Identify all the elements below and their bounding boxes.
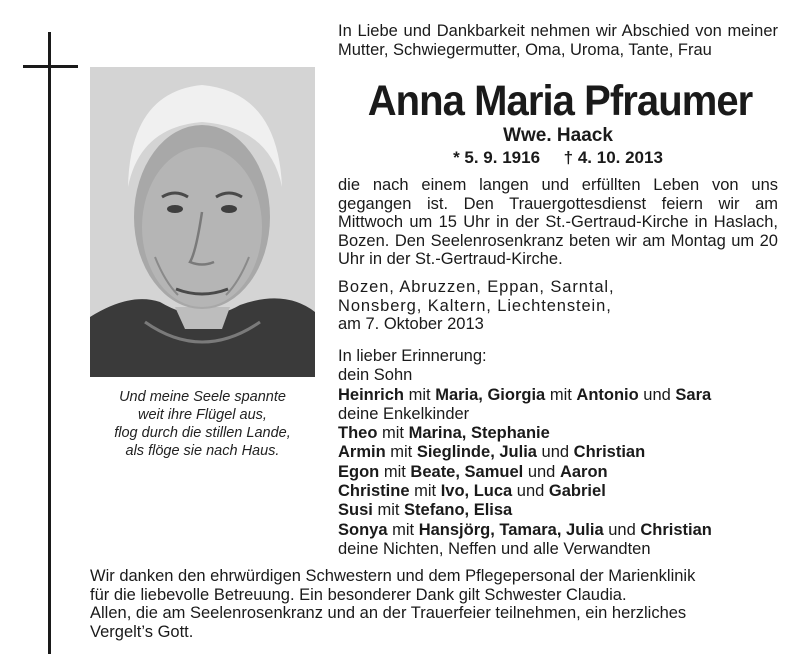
places-line: Nonsberg, Kaltern, Liechtenstein, <box>338 296 612 315</box>
relative-name: Hansjörg, Tamara, Julia <box>418 520 604 539</box>
thanks-text <box>90 567 778 641</box>
thanks-line: für die liebevolle Betreuung. Ein besonderer Dank gilt Schwester Claudia. <box>90 585 627 604</box>
relative-name: Beate, Samuel <box>410 462 524 481</box>
connector-text: mit <box>545 385 577 404</box>
grandchild-line <box>338 443 778 462</box>
connector-text: und <box>536 443 574 462</box>
grandchildren-label: deine Enkelkinder <box>338 404 470 423</box>
relative-name: Antonio <box>576 385 639 404</box>
cross-icon-bar <box>23 65 78 68</box>
life-dates <box>338 148 778 168</box>
grandchild-line <box>338 521 778 540</box>
body-text: die nach einem langen und erfüllten Leben von uns gegangen ist. Den Trauergottesdienst feiern wir am Mittwoch um 15 Uhr in der St.-Gertraud-Kirche in Haslach, Bozen. Den Seelenrosenkranz beten wir am Montag um 20 Uhr in der St.-Gertraud-Kirche. <box>338 176 778 269</box>
grandchild-line <box>338 482 778 501</box>
poem-line: weit ihre Flügel aus, <box>138 407 267 423</box>
relative-name: Christian <box>640 520 712 539</box>
poem <box>90 388 315 460</box>
relative-name: Ivo, Luca <box>440 482 513 501</box>
connector-text: mit <box>379 462 411 481</box>
relative-name: Christine <box>338 482 410 501</box>
mourners-closing: deine Nichten, Neffen und alle Verwandten <box>338 539 651 558</box>
connector-text: und <box>603 520 641 539</box>
poem-line: als flöge sie nach Haus. <box>125 443 280 459</box>
thanks-line: Wir danken den ehrwürdigen Schwestern und dem Pflegepersonal der Marienklinik <box>90 567 696 585</box>
mourners-intro: In lieber Erinnerung: <box>338 347 487 365</box>
relative-name: Christian <box>573 443 646 462</box>
connector-text: mit <box>387 520 419 539</box>
connector-text: und <box>638 385 676 404</box>
relative-name: Aaron <box>559 462 608 481</box>
relative-name: Sieglinde, Julia <box>416 443 537 462</box>
cross-icon <box>48 32 51 654</box>
places-block <box>338 278 778 334</box>
relative-name: Theo <box>338 424 378 443</box>
birth-date: * 5. 9. 1916 <box>453 148 541 167</box>
connector-text: mit <box>385 443 417 462</box>
relative-name: Marina, Stephanie <box>408 424 550 443</box>
connector-text: mit <box>409 482 441 501</box>
places-line: Bozen, Abruzzen, Eppan, Sarntal, <box>338 278 615 296</box>
grandchild-line <box>338 424 778 443</box>
connector-text: mit <box>377 424 409 443</box>
deceased-name: Anna Maria Pfraumer <box>367 77 753 125</box>
connector-text: und <box>523 462 560 481</box>
son-label: dein Sohn <box>338 366 413 385</box>
poem-line: flog durch die stillen Lande, <box>114 425 291 441</box>
connector-text: mit <box>404 385 436 404</box>
relative-name: Heinrich <box>338 385 405 404</box>
relative-name: Egon <box>338 462 380 481</box>
relative-name: Sara <box>675 385 712 404</box>
widow-name: Wwe. Haack <box>503 125 613 146</box>
grandchild-line <box>338 463 778 482</box>
relative-name: Stefano, Elisa <box>404 501 513 520</box>
connector-text: und <box>512 482 549 501</box>
portrait-photo <box>90 67 315 377</box>
relative-name: Gabriel <box>548 482 606 501</box>
connector-text: mit <box>372 501 405 520</box>
places-line: am 7. Oktober 2013 <box>338 315 484 334</box>
relative-name: Sonya <box>338 520 388 539</box>
grandchild-line <box>338 501 778 520</box>
mourners-block <box>338 347 778 559</box>
son-line <box>338 386 778 405</box>
relative-name: Susi <box>338 501 373 520</box>
relative-name: Maria, Giorgia <box>435 385 546 404</box>
death-date: † 4. 10. 2013 <box>563 148 663 167</box>
poem-line: Und meine Seele spannte <box>119 389 286 405</box>
thanks-line: Vergelt’s Gott. <box>90 622 194 641</box>
thanks-line: Allen, die am Seelenrosenkranz und an der Trauerfeier teilnehmen, ein herzliches <box>90 604 687 623</box>
intro-text: In Liebe und Dankbarkeit nehmen wir Abschied von meiner Mutter, Schwiegermutter, Oma, Uroma, Tante, Frau <box>338 22 778 59</box>
relative-name: Armin <box>338 443 386 462</box>
